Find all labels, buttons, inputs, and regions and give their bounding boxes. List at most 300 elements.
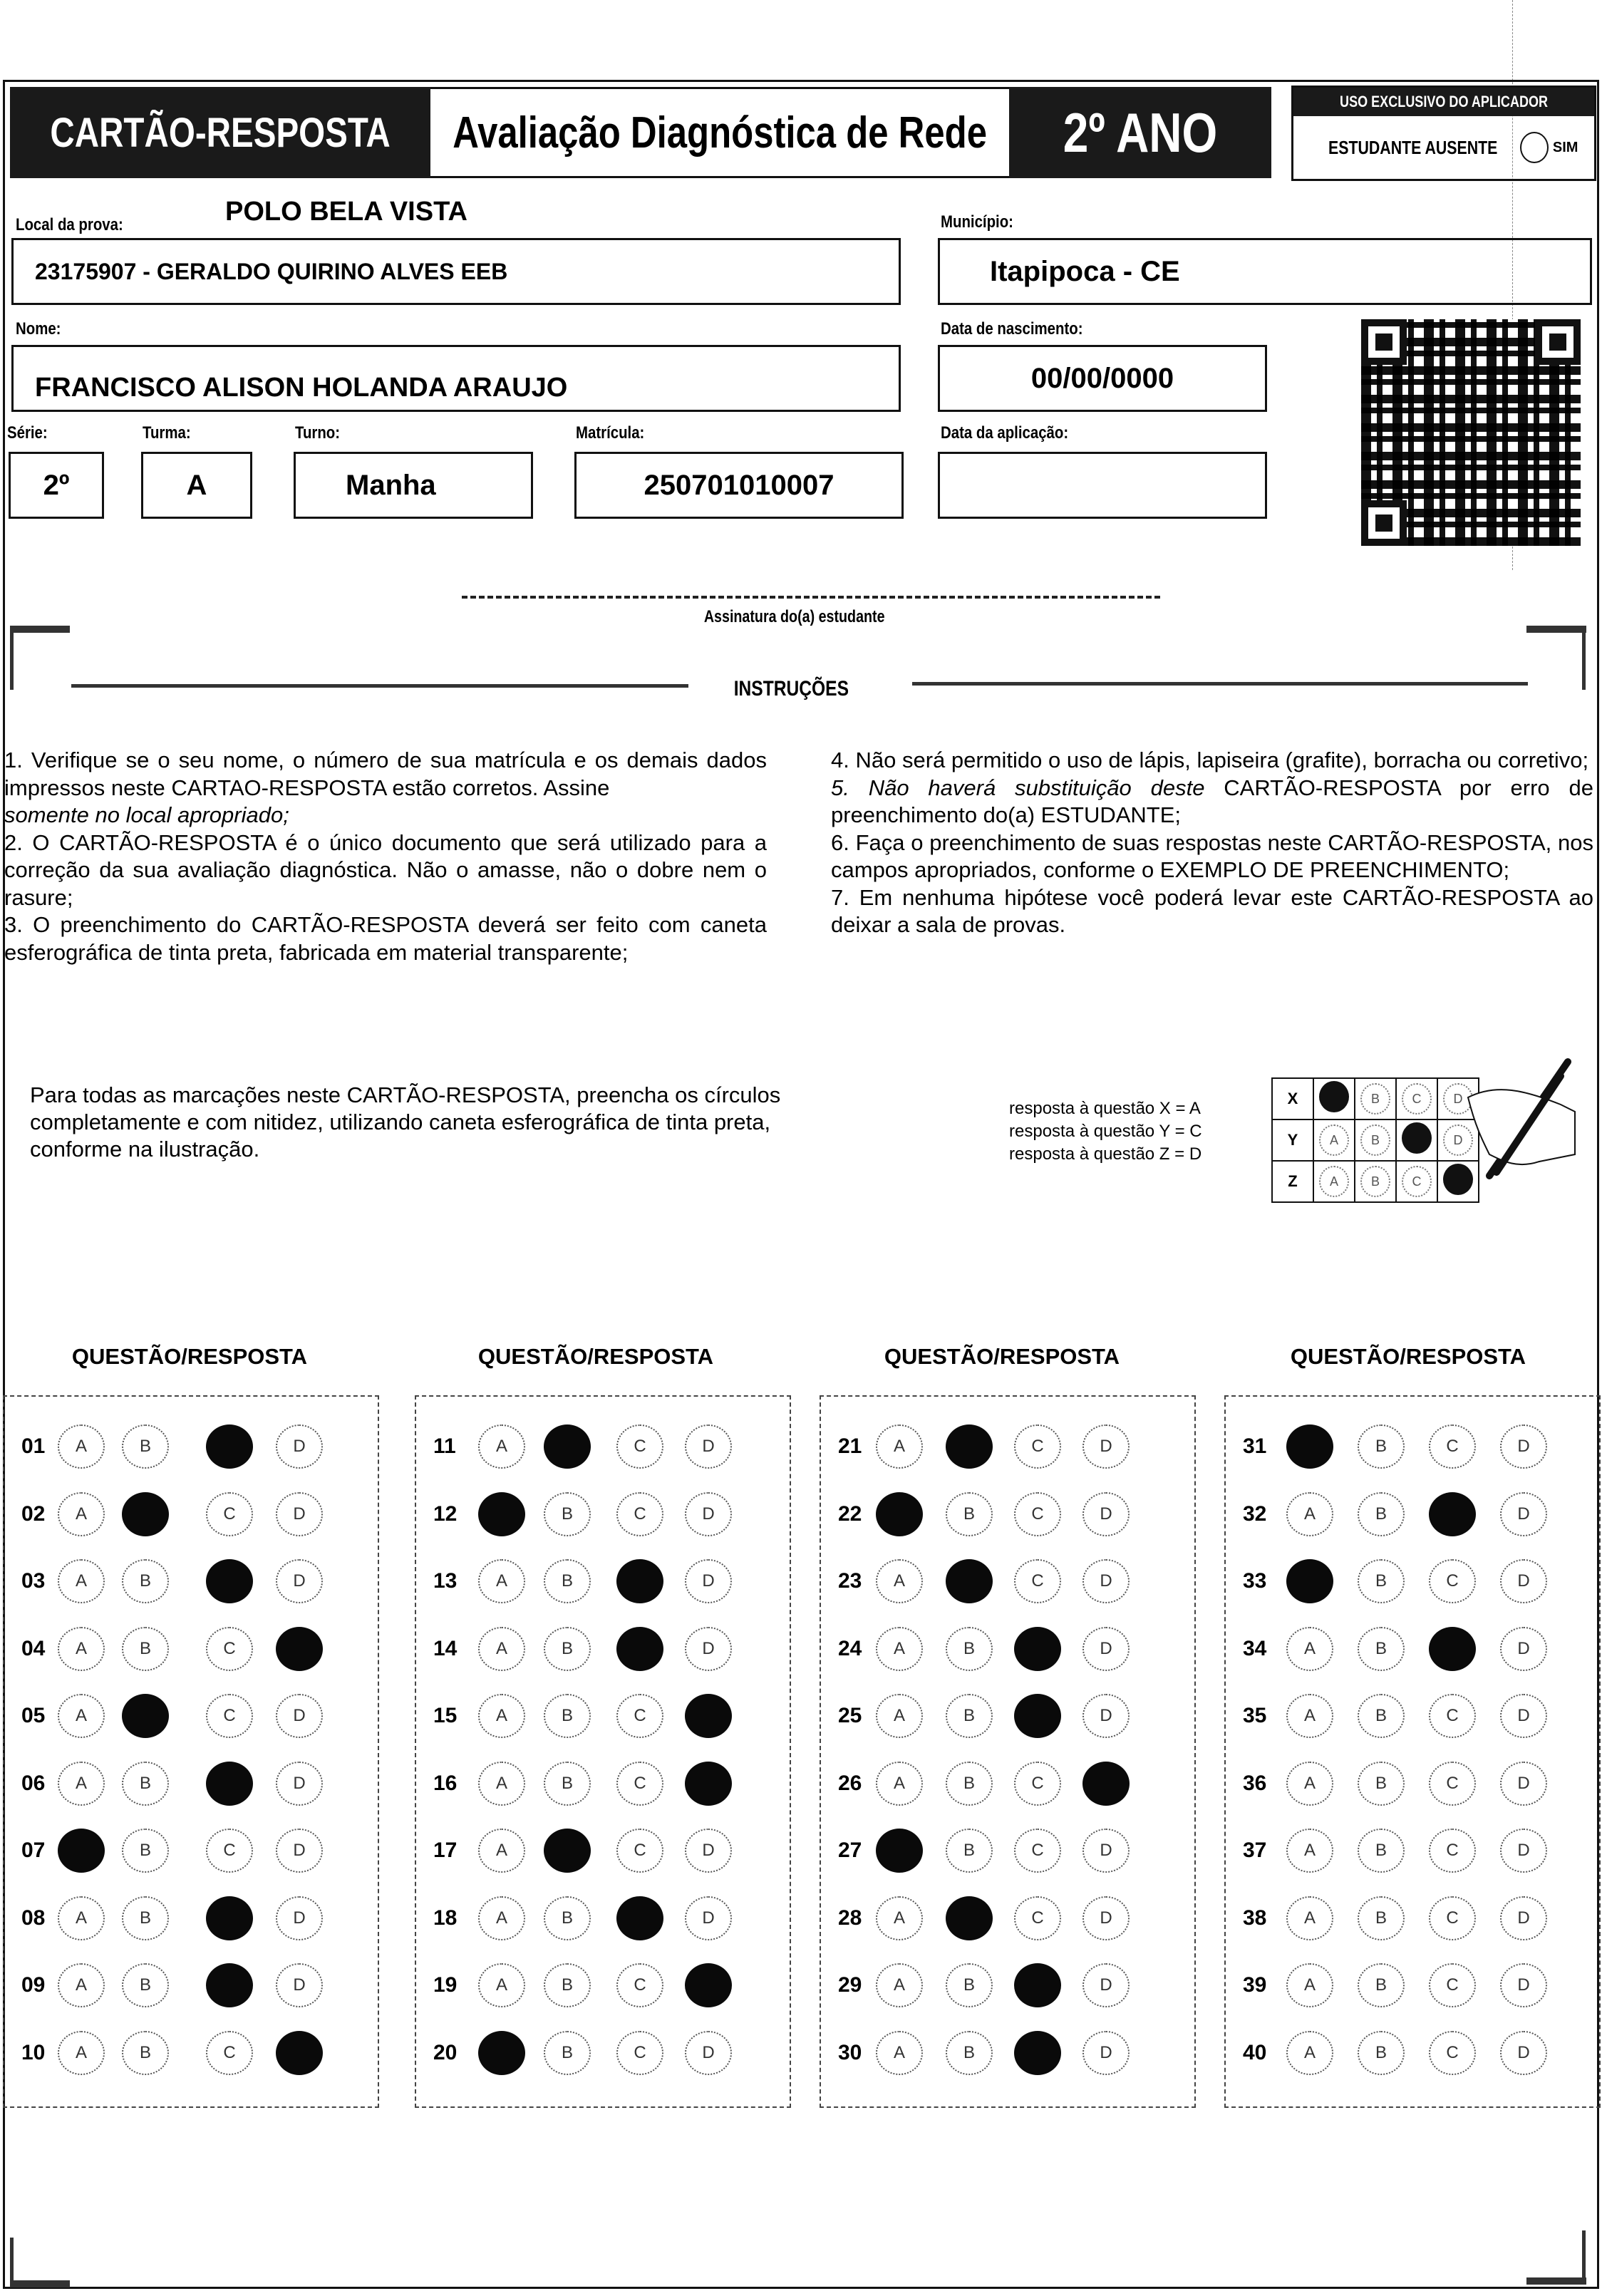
answer-bubble-10-a[interactable]: A [58, 2031, 105, 2075]
instructions-rule-left [71, 684, 688, 688]
answer-bubble-30-d[interactable]: D [1082, 2031, 1130, 2075]
answer-bubble-03-d[interactable]: D [276, 1559, 323, 1603]
absent-option-label: SIM [1552, 139, 1578, 155]
question-row-30 [821, 2032, 1194, 2074]
answer-bubble-11-b[interactable] [544, 1424, 591, 1469]
question-number: 36 [1243, 1771, 1267, 1795]
answer-bubble-20-b[interactable]: B [544, 2031, 591, 2075]
card-label [10, 87, 430, 178]
question-number: 22 [838, 1501, 862, 1526]
question-number: 05 [21, 1704, 46, 1727]
instruction-5 [831, 775, 1593, 829]
question-row-34 [1226, 1628, 1599, 1670]
answer-bubble-27-b[interactable]: B [946, 1829, 993, 1873]
answer-bubble-06-c[interactable] [206, 1762, 253, 1806]
question-number: 01 [21, 1434, 46, 1458]
answer-bubble-33-d[interactable]: D [1500, 1559, 1547, 1603]
answer-bubble-19-d[interactable] [685, 1963, 732, 2007]
registration-mark-bottom-right [1526, 2277, 1586, 2285]
question-number: 34 [1243, 1636, 1267, 1660]
question-row-10 [4, 2032, 378, 2074]
question-row-09 [4, 1964, 378, 2007]
answer-bubble-12-c[interactable]: C [616, 1492, 663, 1536]
answer-bubble-28-d[interactable]: D [1082, 1896, 1130, 1940]
school-field [11, 238, 901, 305]
answer-bubble-03-a[interactable]: A [58, 1559, 105, 1603]
answer-bubble-18-c[interactable] [616, 1896, 663, 1940]
nome-label: Nome: [16, 319, 61, 338]
answer-bubble-05-b[interactable] [122, 1694, 169, 1738]
question-row-15 [416, 1695, 790, 1737]
answer-bubble-33-b[interactable]: B [1358, 1559, 1405, 1603]
answer-bubble-25-d[interactable]: D [1082, 1694, 1130, 1738]
question-number: 14 [433, 1636, 458, 1660]
example-row [1272, 1161, 1479, 1202]
question-row-16 [416, 1762, 790, 1805]
answer-bubble-07-c[interactable]: C [206, 1829, 253, 1873]
answer-bubble-18-b[interactable]: B [544, 1896, 591, 1940]
question-number: 40 [1243, 2040, 1267, 2064]
answer-bubble-11-a[interactable]: A [478, 1424, 525, 1469]
question-number: 27 [838, 1839, 862, 1862]
answer-bubble-20-c[interactable]: C [616, 2031, 663, 2075]
question-number: 28 [838, 1905, 862, 1930]
hand-with-pen-icon [1454, 1055, 1582, 1197]
question-number: 24 [838, 1636, 862, 1660]
example-bubble-a [1319, 1081, 1349, 1112]
answer-bubble-21-d[interactable]: D [1082, 1424, 1130, 1469]
answer-bubble-09-d[interactable]: D [276, 1963, 323, 2007]
question-number: 39 [1243, 1973, 1267, 1997]
answer-bubble-27-c[interactable]: C [1014, 1829, 1061, 1873]
example-question-label: Y [1272, 1119, 1313, 1161]
aplicacao-label: Data da aplicação: [941, 423, 1069, 443]
example-bubble-b: B [1360, 1083, 1390, 1115]
instruction-7: 7. Em nenhuma hipótese você poderá levar este CARTÃO-RESPOSTA ao deixar a sala de provas. [831, 884, 1593, 937]
example-grid [1271, 1077, 1479, 1203]
turno-field [294, 452, 533, 519]
answer-bubble-29-d[interactable]: D [1082, 1963, 1130, 2007]
question-number: 12 [433, 1501, 458, 1526]
answer-bubble-23-a[interactable]: A [876, 1559, 923, 1603]
answer-bubble-40-c[interactable]: C [1429, 2031, 1476, 2075]
answer-bubble-26-b[interactable]: B [946, 1762, 993, 1806]
answer-bubble-24-d[interactable]: D [1082, 1627, 1130, 1671]
example-bubble-d: D [1443, 1124, 1473, 1156]
registration-mark-top-right-v [1582, 626, 1586, 690]
question-number: 11 [433, 1434, 456, 1458]
answer-bubble-32-c[interactable] [1429, 1492, 1476, 1536]
question-row-13 [416, 1560, 790, 1603]
example-answer-x: resposta à questão X = A [1009, 1099, 1201, 1118]
answer-bubble-25-a[interactable]: A [876, 1694, 923, 1738]
question-row-14 [416, 1628, 790, 1670]
grade-badge-text: 2º ANO [1063, 100, 1218, 164]
question-number: 30 [838, 2040, 862, 2064]
question-number: 04 [21, 1636, 46, 1660]
serie-field [9, 452, 104, 519]
answer-bubble-16-b[interactable]: B [544, 1762, 591, 1806]
question-row-27 [821, 1829, 1194, 1872]
question-row-08 [4, 1897, 378, 1940]
answer-bubble-21-b[interactable] [946, 1424, 993, 1469]
question-number: 29 [838, 1973, 862, 1997]
grade-badge [1009, 87, 1271, 178]
answer-bubble-04-a[interactable]: A [58, 1627, 105, 1671]
answer-bubble-01-a[interactable]: A [58, 1424, 105, 1469]
answer-bubble-14-d[interactable]: D [685, 1627, 732, 1671]
answer-bubble-01-c[interactable] [206, 1424, 253, 1469]
answer-bubble-04-b[interactable]: B [122, 1627, 169, 1671]
answer-block-3 [820, 1395, 1196, 2108]
answer-bubble-27-a[interactable] [876, 1829, 923, 1873]
answer-bubble-29-c[interactable] [1014, 1963, 1061, 2007]
example-question-label: X [1272, 1078, 1313, 1119]
applicator-box-title: USO EXCLUSIVO DO APLICADOR [1293, 88, 1594, 116]
answer-bubble-26-c[interactable]: C [1014, 1762, 1061, 1806]
question-number: 03 [21, 1569, 46, 1593]
answer-bubble-10-c[interactable]: C [206, 2031, 253, 2075]
answer-bubble-28-b[interactable] [946, 1896, 993, 1940]
answer-bubble-36-b[interactable]: B [1358, 1762, 1405, 1806]
answer-bubble-26-d[interactable] [1082, 1762, 1130, 1806]
answer-bubble-09-c[interactable] [206, 1963, 253, 2007]
answer-bubble-37-a[interactable]: A [1286, 1829, 1333, 1873]
answer-bubble-25-c[interactable] [1014, 1694, 1061, 1738]
answer-bubble-34-d[interactable]: D [1500, 1627, 1547, 1671]
answer-bubble-16-a[interactable]: A [478, 1762, 525, 1806]
answer-bubble-38-b[interactable]: B [1358, 1896, 1405, 1940]
answer-bubble-22-c[interactable]: C [1014, 1492, 1061, 1536]
example-bubble-a: A [1319, 1124, 1349, 1156]
answer-block-4 [1224, 1395, 1601, 2108]
column-title-2: QUESTÃO/RESPOSTA [477, 1344, 714, 1369]
answer-bubble-21-a[interactable]: A [876, 1424, 923, 1469]
instruction-5-text: CARTÃO-RESPOSTA por erro de preenchimento do(a) ESTUDANTE; [831, 775, 1593, 827]
local-value: POLO BELA VISTA [225, 197, 467, 227]
nome-field [11, 345, 901, 412]
answer-bubble-20-a[interactable] [478, 2031, 525, 2075]
question-row-31 [1226, 1425, 1599, 1468]
answer-bubble-22-d[interactable]: D [1082, 1492, 1130, 1536]
answer-bubble-36-d[interactable]: D [1500, 1762, 1547, 1806]
question-row-20 [416, 2032, 790, 2074]
answer-bubble-19-c[interactable]: C [616, 1963, 663, 2007]
example-bubble-c: C [1402, 1083, 1432, 1115]
answer-bubble-04-d[interactable] [276, 1627, 323, 1671]
answer-bubble-03-c[interactable] [206, 1559, 253, 1603]
answer-bubble-30-a[interactable]: A [876, 2031, 923, 2075]
question-number: 18 [433, 1905, 458, 1930]
question-number: 10 [21, 2040, 46, 2064]
answer-bubble-32-b[interactable]: B [1358, 1492, 1405, 1536]
serie-label: Série: [7, 423, 48, 443]
answer-bubble-12-d[interactable]: D [685, 1492, 732, 1536]
answer-bubble-36-a[interactable]: A [1286, 1762, 1333, 1806]
question-row-37 [1226, 1829, 1599, 1872]
assessment-title [430, 87, 1009, 178]
answer-bubble-13-a[interactable]: A [478, 1559, 525, 1603]
question-row-07 [4, 1829, 378, 1872]
answer-bubble-21-c[interactable]: C [1014, 1424, 1061, 1469]
question-row-02 [4, 1493, 378, 1536]
answer-bubble-10-d[interactable] [276, 2031, 323, 2075]
answer-bubble-07-b[interactable]: B [122, 1829, 169, 1873]
answer-bubble-01-b[interactable]: B [122, 1424, 169, 1469]
aplicacao-field[interactable] [938, 452, 1267, 519]
answer-bubble-40-b[interactable]: B [1358, 2031, 1405, 2075]
nascimento-label: Data de nascimento: [941, 319, 1083, 338]
answer-bubble-14-b[interactable]: B [544, 1627, 591, 1671]
question-row-40 [1226, 2032, 1599, 2074]
example-cell [1355, 1078, 1396, 1119]
instruction-3: 3. O preenchimento do CARTÃO-RESPOSTA deverá ser feito com caneta esferográfica de tinta preta, fabricada em material transparente; [4, 912, 767, 965]
answer-bubble-30-c[interactable] [1014, 2031, 1061, 2075]
question-number: 33 [1243, 1569, 1267, 1593]
answer-bubble-24-a[interactable]: A [876, 1627, 923, 1671]
question-row-32 [1226, 1493, 1599, 1536]
question-row-03 [4, 1560, 378, 1603]
question-row-36 [1226, 1762, 1599, 1805]
answer-bubble-39-a[interactable]: A [1286, 1963, 1333, 2007]
answer-bubble-40-a[interactable]: A [1286, 2031, 1333, 2075]
question-number: 13 [433, 1569, 458, 1593]
answer-bubble-22-a[interactable] [876, 1492, 923, 1536]
answer-bubble-37-d[interactable]: D [1500, 1829, 1547, 1873]
answer-bubble-05-c[interactable]: C [206, 1694, 253, 1738]
answer-bubble-28-c[interactable]: C [1014, 1896, 1061, 1940]
instruction-1: 1. Verifique se o seu nome, o número de sua matrícula e os demais dados impressos neste CARTAO-RESPOSTA estão corretos. Assine [4, 748, 767, 800]
answer-bubble-19-b[interactable]: B [544, 1963, 591, 2007]
example-bubble-d: D [1443, 1083, 1473, 1115]
answer-bubble-37-b[interactable]: B [1358, 1829, 1405, 1873]
answer-bubble-07-a[interactable] [58, 1829, 105, 1873]
question-row-06 [4, 1762, 378, 1805]
instruction-6: 6. Faça o preenchimento de suas respostas neste CARTÃO-RESPOSTA, nos campos apropriados, conforme o EXEMPLO DE PREENCHIMENTO; [831, 829, 1593, 882]
answer-bubble-03-b[interactable]: B [122, 1559, 169, 1603]
answer-bubble-31-b[interactable]: B [1358, 1424, 1405, 1469]
question-row-25 [821, 1695, 1194, 1737]
answer-bubble-01-d[interactable]: D [276, 1424, 323, 1469]
answer-bubble-29-b[interactable]: B [946, 1963, 993, 2007]
example-bubble-b: B [1360, 1124, 1390, 1156]
answer-bubble-30-b[interactable]: B [946, 2031, 993, 2075]
answer-bubble-26-a[interactable]: A [876, 1762, 923, 1806]
answer-bubble-36-c[interactable]: C [1429, 1762, 1476, 1806]
answer-bubble-23-b[interactable] [946, 1559, 993, 1603]
answer-bubble-16-d[interactable] [685, 1762, 732, 1806]
example-row [1272, 1119, 1479, 1161]
question-row-24 [821, 1628, 1194, 1670]
question-number: 17 [433, 1839, 458, 1862]
question-number: 06 [21, 1771, 46, 1795]
qr-code-icon [1361, 319, 1581, 546]
answer-bubble-29-a[interactable]: A [876, 1963, 923, 2007]
question-row-11 [416, 1425, 790, 1468]
example-cell [1396, 1119, 1437, 1161]
answer-bubble-15-d[interactable] [685, 1694, 732, 1738]
answer-bubble-06-b[interactable]: B [122, 1762, 169, 1806]
answer-bubble-15-a[interactable]: A [478, 1694, 525, 1738]
answer-bubble-38-c[interactable]: C [1429, 1896, 1476, 1940]
answer-bubble-02-d[interactable]: D [276, 1492, 323, 1536]
answer-bubble-18-a[interactable]: A [478, 1896, 525, 1940]
answer-bubble-35-d[interactable]: D [1500, 1694, 1547, 1738]
answer-bubble-14-a[interactable]: A [478, 1627, 525, 1671]
instructions-title: INSTRUÇÕES [733, 677, 849, 700]
registration-mark-bottom-right-v [1582, 2230, 1586, 2280]
matricula-field [574, 452, 904, 519]
answer-bubble-17-d[interactable]: D [685, 1829, 732, 1873]
answer-bubble-11-c[interactable]: C [616, 1424, 663, 1469]
answer-bubble-23-c[interactable]: C [1014, 1559, 1061, 1603]
answer-bubble-15-b[interactable]: B [544, 1694, 591, 1738]
instruction-4: 4. Não será permitido o uso de lápis, lapiseira (grafite), borracha ou corretivo; [831, 748, 1589, 772]
matricula-value: 250701010007 [644, 469, 834, 501]
example-answers [1009, 1097, 1202, 1166]
instruction-2: 2. O CARTÃO-RESPOSTA é o único documento que será utilizado para a correção da sua avaliação diagnóstica. Não o amasse, não o dobre nem o rasure; [4, 829, 767, 910]
answer-bubble-09-b[interactable]: B [122, 1963, 169, 2007]
answer-bubble-20-d[interactable]: D [685, 2031, 732, 2075]
answer-bubble-19-a[interactable]: A [478, 1963, 525, 2007]
answer-bubble-05-a[interactable]: A [58, 1694, 105, 1738]
answer-bubble-39-b[interactable]: B [1358, 1963, 1405, 2007]
answer-bubble-32-a[interactable]: A [1286, 1492, 1333, 1536]
answer-bubble-08-a[interactable]: A [58, 1896, 105, 1940]
answer-bubble-08-c[interactable] [206, 1896, 253, 1940]
answer-bubble-40-d[interactable]: D [1500, 2031, 1547, 2075]
answer-bubble-14-c[interactable] [616, 1627, 663, 1671]
answer-bubble-31-d[interactable]: D [1500, 1424, 1547, 1469]
signature-line[interactable] [462, 596, 1160, 599]
question-number: 16 [433, 1771, 458, 1795]
answer-bubble-08-d[interactable]: D [276, 1896, 323, 1940]
answer-bubble-33-c[interactable]: C [1429, 1559, 1476, 1603]
registration-mark-bottom-left [10, 2280, 70, 2287]
answer-bubble-34-a[interactable]: A [1286, 1627, 1333, 1671]
instructions-rule-right [912, 682, 1528, 686]
example-cell [1396, 1161, 1437, 1202]
question-number: 23 [838, 1569, 862, 1593]
question-number: 15 [433, 1704, 458, 1727]
answer-bubble-06-d[interactable]: D [276, 1762, 323, 1806]
question-row-26 [821, 1762, 1194, 1805]
answer-bubble-31-c[interactable]: C [1429, 1424, 1476, 1469]
absent-checkbox-bubble[interactable] [1520, 132, 1549, 163]
answer-bubble-15-c[interactable]: C [616, 1694, 663, 1738]
answer-bubble-34-b[interactable]: B [1358, 1627, 1405, 1671]
answer-bubble-24-c[interactable] [1014, 1627, 1061, 1671]
answer-bubble-27-d[interactable]: D [1082, 1829, 1130, 1873]
answer-bubble-13-b[interactable]: B [544, 1559, 591, 1603]
answer-bubble-12-a[interactable] [478, 1492, 525, 1536]
turno-value: Manha [346, 469, 436, 501]
answer-bubble-24-b[interactable]: B [946, 1627, 993, 1671]
question-row-35 [1226, 1695, 1599, 1737]
question-number: 07 [21, 1839, 46, 1862]
registration-mark-top-right [1526, 626, 1586, 633]
answer-bubble-10-b[interactable]: B [122, 2031, 169, 2075]
turno-label: Turno: [295, 423, 341, 443]
question-number: 35 [1243, 1704, 1267, 1727]
answer-bubble-37-c[interactable]: C [1429, 1829, 1476, 1873]
answer-bubble-04-c[interactable]: C [206, 1627, 253, 1671]
question-number: 25 [838, 1704, 862, 1727]
answer-bubble-34-c[interactable] [1429, 1627, 1476, 1671]
answer-bubble-09-a[interactable]: A [58, 1963, 105, 2007]
example-bubble-a: A [1319, 1166, 1349, 1197]
answer-bubble-16-c[interactable]: C [616, 1762, 663, 1806]
answer-bubble-39-c[interactable]: C [1429, 1963, 1476, 2007]
answer-bubble-11-d[interactable]: D [685, 1424, 732, 1469]
answer-bubble-17-b[interactable] [544, 1829, 591, 1873]
example-row [1272, 1078, 1479, 1119]
turma-field [141, 452, 252, 519]
card-label-text: CARTÃO-RESPOSTA [50, 109, 391, 156]
answer-bubble-06-a[interactable]: A [58, 1762, 105, 1806]
answer-bubble-39-d[interactable]: D [1500, 1963, 1547, 2007]
example-cell [1313, 1119, 1355, 1161]
example-cell [1396, 1078, 1437, 1119]
answer-bubble-12-b[interactable]: B [544, 1492, 591, 1536]
signature-label: Assinatura do(a) estudante [703, 607, 885, 626]
municipio-label: Município: [941, 212, 1013, 232]
answer-bubble-07-d[interactable]: D [276, 1829, 323, 1873]
question-row-22 [821, 1493, 1194, 1536]
question-number: 20 [433, 2040, 458, 2064]
example-bubble-c: C [1402, 1166, 1432, 1197]
answer-bubble-23-d[interactable]: D [1082, 1559, 1130, 1603]
answer-bubble-17-a[interactable]: A [478, 1829, 525, 1873]
answer-bubble-05-d[interactable]: D [276, 1694, 323, 1738]
answer-bubble-02-c[interactable]: C [206, 1492, 253, 1536]
question-row-18 [416, 1897, 790, 1940]
answer-bubble-18-d[interactable]: D [685, 1896, 732, 1940]
question-row-28 [821, 1897, 1194, 1940]
column-title-4: QUESTÃO/RESPOSTA [1290, 1344, 1526, 1369]
answer-bubble-35-a[interactable]: A [1286, 1694, 1333, 1738]
answer-bubble-17-c[interactable]: C [616, 1829, 663, 1873]
answer-bubble-38-d[interactable]: D [1500, 1896, 1547, 1940]
example-cell [1355, 1119, 1396, 1161]
answer-bubble-25-b[interactable]: B [946, 1694, 993, 1738]
answer-bubble-35-c[interactable]: C [1429, 1694, 1476, 1738]
question-number: 08 [21, 1905, 46, 1930]
answer-bubble-02-b[interactable] [122, 1492, 169, 1536]
answer-bubble-28-a[interactable]: A [876, 1896, 923, 1940]
example-question-label: Z [1272, 1161, 1313, 1202]
answer-bubble-02-a[interactable]: A [58, 1492, 105, 1536]
answer-bubble-32-d[interactable]: D [1500, 1492, 1547, 1536]
registration-mark-top-left [10, 626, 70, 633]
answer-bubble-33-a[interactable] [1286, 1559, 1333, 1603]
question-number: 26 [838, 1771, 862, 1795]
answer-bubble-22-b[interactable]: B [946, 1492, 993, 1536]
question-row-21 [821, 1425, 1194, 1468]
answer-bubble-13-d[interactable]: D [685, 1559, 732, 1603]
school-value: 23175907 - GERALDO QUIRINO ALVES EEB [35, 258, 508, 284]
instructions-right [831, 747, 1593, 939]
answer-bubble-08-b[interactable]: B [122, 1896, 169, 1940]
example-cell [1355, 1161, 1396, 1202]
example-answer-y: resposta à questão Y = C [1009, 1122, 1202, 1141]
answer-bubble-35-b[interactable]: B [1358, 1694, 1405, 1738]
answer-bubble-13-c[interactable] [616, 1559, 663, 1603]
answer-bubble-38-a[interactable]: A [1286, 1896, 1333, 1940]
answer-bubble-31-a[interactable] [1286, 1424, 1333, 1469]
example-answer-z: resposta à questão Z = D [1009, 1144, 1202, 1164]
question-number: 38 [1243, 1905, 1267, 1930]
